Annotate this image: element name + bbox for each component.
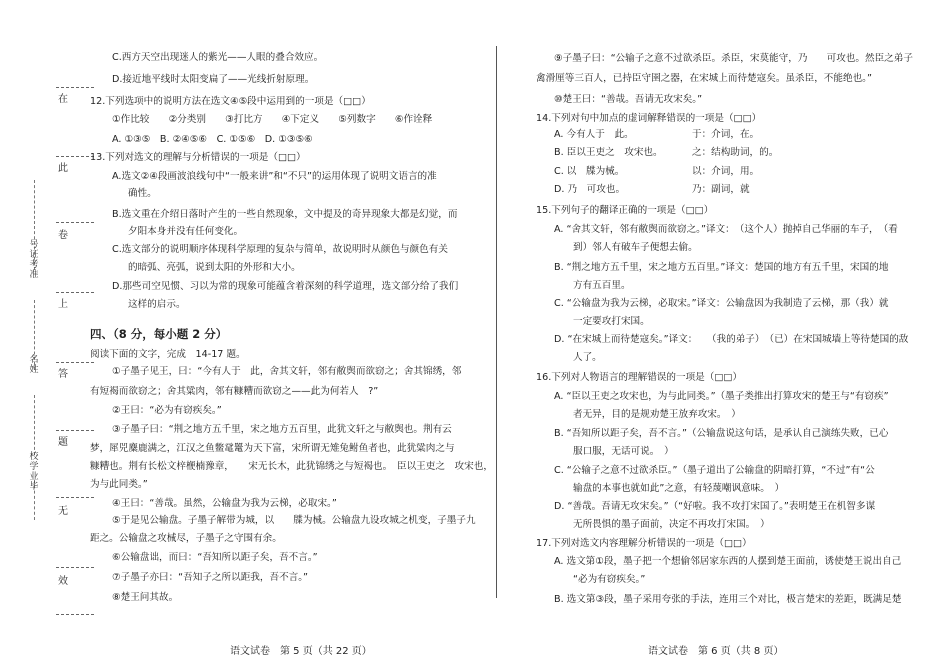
- question-16: 16.下列对人物语言的理解错误的一项是（□□）: [536, 372, 743, 383]
- option-gloss: 于：介词，在。: [692, 129, 760, 140]
- option-line: A. ①③⑤ B. ②④⑤⑥ C. ①⑤⑥ D. ①③⑤⑥: [112, 134, 313, 145]
- margin-word: 上: [58, 299, 68, 310]
- text-line: 一定要攻打宋国。: [573, 316, 650, 327]
- text-line: 无所畏惧的墨子面前，决定不再攻打宋国。 ）: [573, 519, 770, 530]
- passage-line: ⑩楚王曰：“善哉。吾请无攻宋矣。”: [554, 94, 703, 105]
- margin-dash: [56, 222, 94, 223]
- text-line: 服口服，无话可说。 ）: [573, 446, 674, 457]
- passage-line: 糠糟也。荆有长松文梓楩楠豫章， 宋无长木，此犹锦绣之与短褐也。 臣以王吏之 攻宋也，: [90, 461, 493, 472]
- option-line: A. “臣以王吏之攻宋也，为与此同类。”（墨子类推出打算攻宋的楚王与“有窃疾”: [554, 391, 889, 402]
- binding-dash-line: [34, 395, 37, 455]
- passage-line: 禽滑厘等三百人，已持臣守圉之器，在宋城上而待楚寇矣。虽杀臣，不能绝也。”: [536, 73, 872, 84]
- text-line: “必为有窃疾矣。”: [573, 574, 646, 585]
- option-line: B. 臣以王吏之 攻宋也。: [554, 147, 663, 158]
- option-line: B. 选文第③段，墨子采用夸张的手法，连用三个对比，极言楚宋的差距，既满足楚: [554, 594, 902, 605]
- margin-word: 答: [58, 369, 68, 380]
- margin-dash: [56, 567, 94, 568]
- margin-dash: [56, 430, 94, 431]
- passage-line: ⑦子墨子亦曰：“吾知子之所以距我，吾不言。”: [112, 572, 309, 583]
- passage-line: 梦，犀兕麋鹿满之，江汉之鱼鳖鼋鼍为天下富，宋所谓无雉兔鲋鱼者也，此犹粱肉之与: [90, 443, 455, 454]
- margin-word: 此: [58, 163, 68, 174]
- text-line: 人了。: [573, 352, 602, 363]
- margin-word: 效: [58, 576, 68, 587]
- passage-line: ⑤于是见公输盘。子墨子解带为城，以 牒为械。公输盘九设攻城之机变，子墨子九: [112, 515, 476, 526]
- passage-line: 为与此同类。”: [90, 479, 148, 490]
- passage-line: ⑨子墨子曰：“公输子之意不过欲杀臣。杀臣，宋莫能守，乃 可攻也。然臣之弟子: [554, 53, 913, 64]
- option-line: D.那些司空见惯、习以为常的现象可能蕴含着深刻的科学道理，选文部分给了我们: [112, 281, 459, 292]
- text-line: 阅读下面的文字，完成 14-17 题。: [90, 349, 246, 360]
- margin-word: 在: [58, 94, 68, 105]
- passage-line: ③子墨子曰：“荆之地方五千里，宋之地方五百里，此犹文轩之与敝舆也。荆有云: [112, 424, 452, 435]
- question-13: 13.下列对选文的理解与分析错误的一项是（□□）: [90, 152, 306, 163]
- option-line: A.选文②④段画波浪线句中“一般来讲”和“不只”的运用体现了说明文语言的准: [112, 171, 437, 182]
- passage-line: 有短褐而欲窃之；舍其粱肉，邻有糠糟而欲窃之——此为何若人 ?”: [90, 386, 379, 397]
- option-line: C. “公输子之意不过欲杀臣。”（墨子道出了公输盘的阴暗打算，“不过”有“公: [554, 465, 875, 476]
- option-line: A. 今有人于 此。: [554, 129, 634, 140]
- passage-line: ⑧楚王问其故。: [112, 592, 179, 603]
- question-14: 14.下列对句中加点的虚词解释错误的一项是（□□）: [536, 113, 762, 124]
- option-gloss: 之：结构助词，的。: [692, 147, 779, 158]
- passage-line: ⑥公输盘诎，而曰：“吾知所以距子矣，吾不言。”: [112, 552, 318, 563]
- text-line: ①作比较 ②分类别 ③打比方 ④下定义 ⑤列数字 ⑥作诠释: [112, 114, 433, 125]
- text-line: 的暗弧、亮弧，说到太阳的外形和大小。: [128, 262, 301, 273]
- option-line: C.选文部分的说明顺序体现科学原理的复杂与简单，故说明时从颜色与颜色有关: [112, 244, 448, 255]
- text-line: 确性。: [128, 188, 157, 199]
- margin-dash: [56, 614, 94, 615]
- option-line: D. 乃 可攻也。: [554, 184, 626, 195]
- question-12: 12.下列选项中的说明方法在选文④⑤段中运用到的一项是（□□）: [90, 96, 371, 107]
- text-line: 这样的启示。: [128, 299, 186, 310]
- passage-line: 距之。公输盘之攻械尽，子墨子之守围有余。: [90, 533, 282, 544]
- option-line: A. “舍其文轩，邻有敝舆而欲窃之。”译文： （这个人）抛掉自己华丽的车子， （看: [554, 224, 898, 235]
- option-line: D. “在宋城上而待楚寇矣。”译文： （我的弟子） （已）在宋国城墙上等待楚国的敌: [554, 334, 909, 345]
- option-line: B. “吾知所以距子矣，吾不言。”（公输盘说这句话，是承认自己演练失败，已心: [554, 428, 889, 439]
- margin-dash: [56, 497, 94, 498]
- margin-dash: [56, 87, 94, 88]
- page-footer-right: 语文试卷 第 6 页（共 8 页）: [648, 646, 784, 657]
- margin-dash: [56, 156, 94, 157]
- option-gloss: 乃：副词，就: [692, 184, 750, 195]
- page-footer-left: 语文试卷 第 5 页（共 22 页）: [230, 646, 372, 657]
- passage-line: ④王曰：“善哉。虽然，公输盘为我为云梯，必取宋。”: [112, 498, 337, 509]
- option-line: D. “善哉。吾请无攻宋矣。”（“好啦。我不攻打宋国了。”表明楚王在机智多谋: [554, 501, 876, 512]
- margin-dash: [56, 292, 94, 293]
- option-gloss: 以：介词，用。: [692, 166, 760, 177]
- option-line: C. “公输盘为我为云梯，必取宋。”译文：公输盘因为我制造了云梯，那（我）就: [554, 298, 889, 309]
- option-line: A. 选文第①段，墨子把一个想偷邻居家东西的人摆到楚王面前，诱使楚王说出自己: [554, 556, 902, 567]
- option-line: D.接近地平线时太阳变扁了——光线折射原理。: [112, 74, 315, 85]
- column-divider: [496, 46, 497, 598]
- option-line: C.西方天空出现迷人的紫光——人眼的叠合效应。: [112, 52, 324, 63]
- exam-number-field-label: 号证考准: [29, 240, 39, 280]
- text-line: 输盘的本事也就如此”之意，有轻蔑嘲讽意味。 ）: [573, 483, 785, 494]
- margin-dash: [56, 362, 94, 363]
- text-line: 到）邻人有破车子便想去偷。: [573, 242, 698, 253]
- option-line: C. 以 牒为械。: [554, 166, 625, 177]
- passage-line: ②王曰：“必为有窃疾矣。”: [112, 405, 222, 416]
- text-line: 者无异，目的是规劝楚王放弃攻宋。 ）: [573, 409, 741, 420]
- name-field-label: 名姓: [29, 355, 39, 375]
- passage-line: ①子墨子见王，曰：“今有人于 此，舍其文轩，邻有敝舆而欲窃之；舍其锦绣，邻: [112, 366, 462, 377]
- option-line: B.选文重在介绍日落时产生的一些自然现象，文中提及的奇异现象大都是幻觉，而: [112, 209, 458, 220]
- margin-word: 卷: [58, 230, 68, 241]
- section-heading: 四、（8 分，每小题 2 分）: [90, 327, 228, 341]
- text-line: 方有五百里。: [573, 280, 631, 291]
- text-line: 夕阳本身并没有任何变化。: [128, 226, 244, 237]
- question-17: 17.下列对选文内容理解分析错误的一项是（□□）: [536, 538, 752, 549]
- option-line: B. “荆之地方五千里，宋之地方五百里。”译文：楚国的地方有五千里，宋国的地: [554, 262, 889, 273]
- margin-word: 无: [58, 506, 68, 517]
- school-field-label: 校学业毕: [29, 452, 39, 492]
- margin-word: 题: [58, 437, 68, 448]
- question-15: 15.下列句子的翻译正确的一项是（□□）: [536, 205, 714, 216]
